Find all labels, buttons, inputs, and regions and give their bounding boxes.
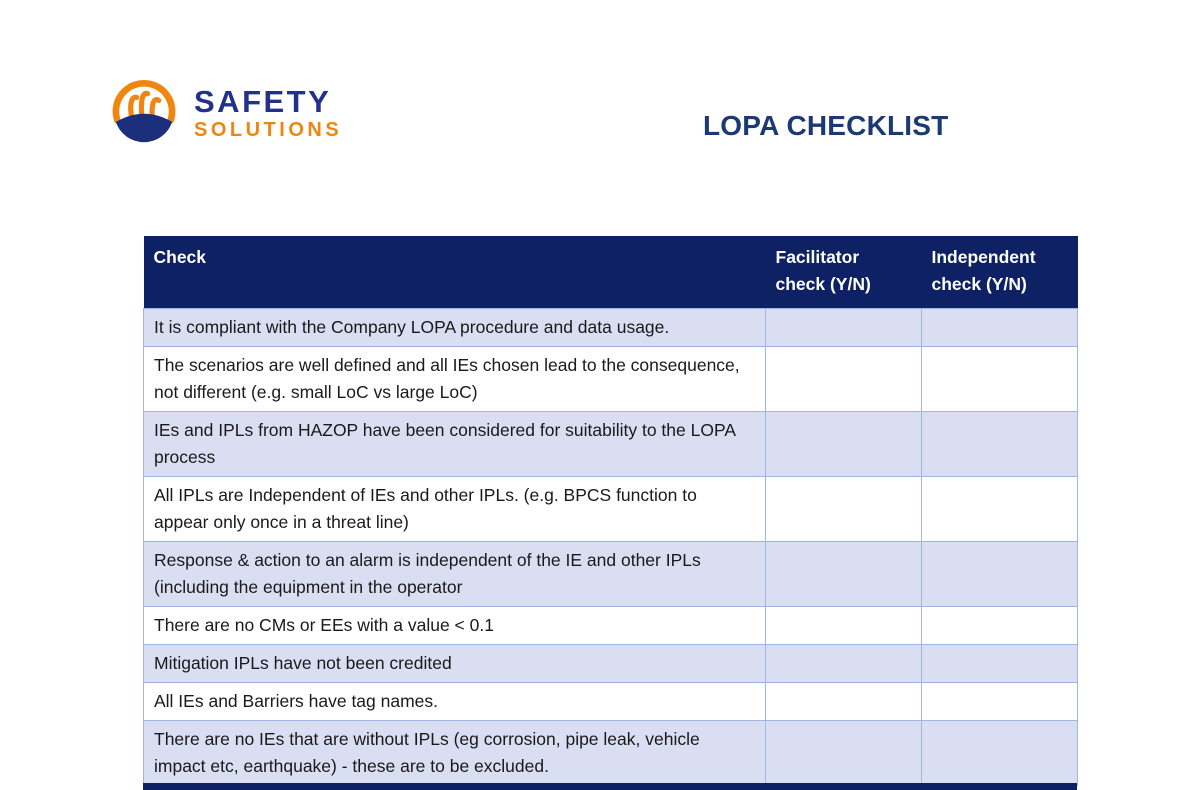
table-row [144, 309, 1078, 347]
check-item-text: Response & action to an alarm is independent of the IE and other IPLs (including the equipment in the operator [144, 542, 766, 607]
independent-check-cell[interactable] [922, 607, 1078, 645]
table-row [144, 347, 1078, 412]
facilitator-check-cell[interactable] [766, 542, 922, 607]
facilitator-check-cell[interactable] [766, 309, 922, 347]
independent-check-cell[interactable] [922, 309, 1078, 347]
brand-text [194, 86, 342, 140]
checklist-body [144, 309, 1078, 786]
check-item-text: Mitigation IPLs have not been credited [144, 645, 766, 683]
table-row [144, 683, 1078, 721]
facilitator-check-cell[interactable] [766, 645, 922, 683]
check-item-text: There are no IEs that are without IPLs (eg corrosion, pipe leak, vehicle impact etc, earthquake) - these are to be excluded. [144, 721, 766, 786]
check-item-text: IEs and IPLs from HAZOP have been considered for suitability to the LOPA process [144, 412, 766, 477]
column-header-facilitator-check: Facilitator check (Y/N) [766, 236, 922, 309]
page-title: LOPA CHECKLIST [703, 110, 949, 141]
independent-check-cell[interactable] [922, 683, 1078, 721]
independent-check-cell[interactable] [922, 477, 1078, 542]
independent-check-cell[interactable] [922, 645, 1078, 683]
table-row [144, 477, 1078, 542]
brand-name-solutions: SOLUTIONS [194, 119, 343, 141]
check-item-text: All IEs and Barriers have tag names. [144, 683, 766, 721]
independent-check-cell[interactable] [922, 542, 1078, 607]
check-item-text: The scenarios are well defined and all IEs chosen lead to the consequence, not different (e.g. small LoC vs large LoC) [144, 347, 766, 412]
table-row [144, 412, 1078, 477]
table-row [144, 542, 1078, 607]
table-header-row [144, 236, 1078, 309]
next-section-header-strip [143, 783, 1077, 790]
table-row [144, 645, 1078, 683]
check-item-text: All IPLs are Independent of IEs and other IPLs. (e.g. BPCS function to appear only once in a threat line) [144, 477, 766, 542]
independent-check-cell[interactable] [922, 347, 1078, 412]
independent-check-cell[interactable] [922, 412, 1078, 477]
facilitator-check-cell[interactable] [766, 347, 922, 412]
facilitator-check-cell[interactable] [766, 477, 922, 542]
column-header-check: Check [144, 236, 766, 309]
column-header-independent-check: Independent check (Y/N) [922, 236, 1078, 309]
check-item-text: It is compliant with the Company LOPA procedure and data usage. [144, 309, 766, 347]
facilitator-check-cell[interactable] [766, 721, 922, 786]
facilitator-check-cell[interactable] [766, 607, 922, 645]
safety-solutions-emblem-icon [104, 76, 184, 150]
independent-check-cell[interactable] [922, 721, 1078, 786]
brand-name-safety: SAFETY [194, 84, 332, 119]
check-item-text: There are no CMs or EEs with a value < 0.1 [144, 607, 766, 645]
lopa-checklist-table [143, 236, 1077, 786]
company-logo [104, 76, 342, 150]
table-row [144, 721, 1078, 786]
facilitator-check-cell[interactable] [766, 412, 922, 477]
facilitator-check-cell[interactable] [766, 683, 922, 721]
table-row [144, 607, 1078, 645]
